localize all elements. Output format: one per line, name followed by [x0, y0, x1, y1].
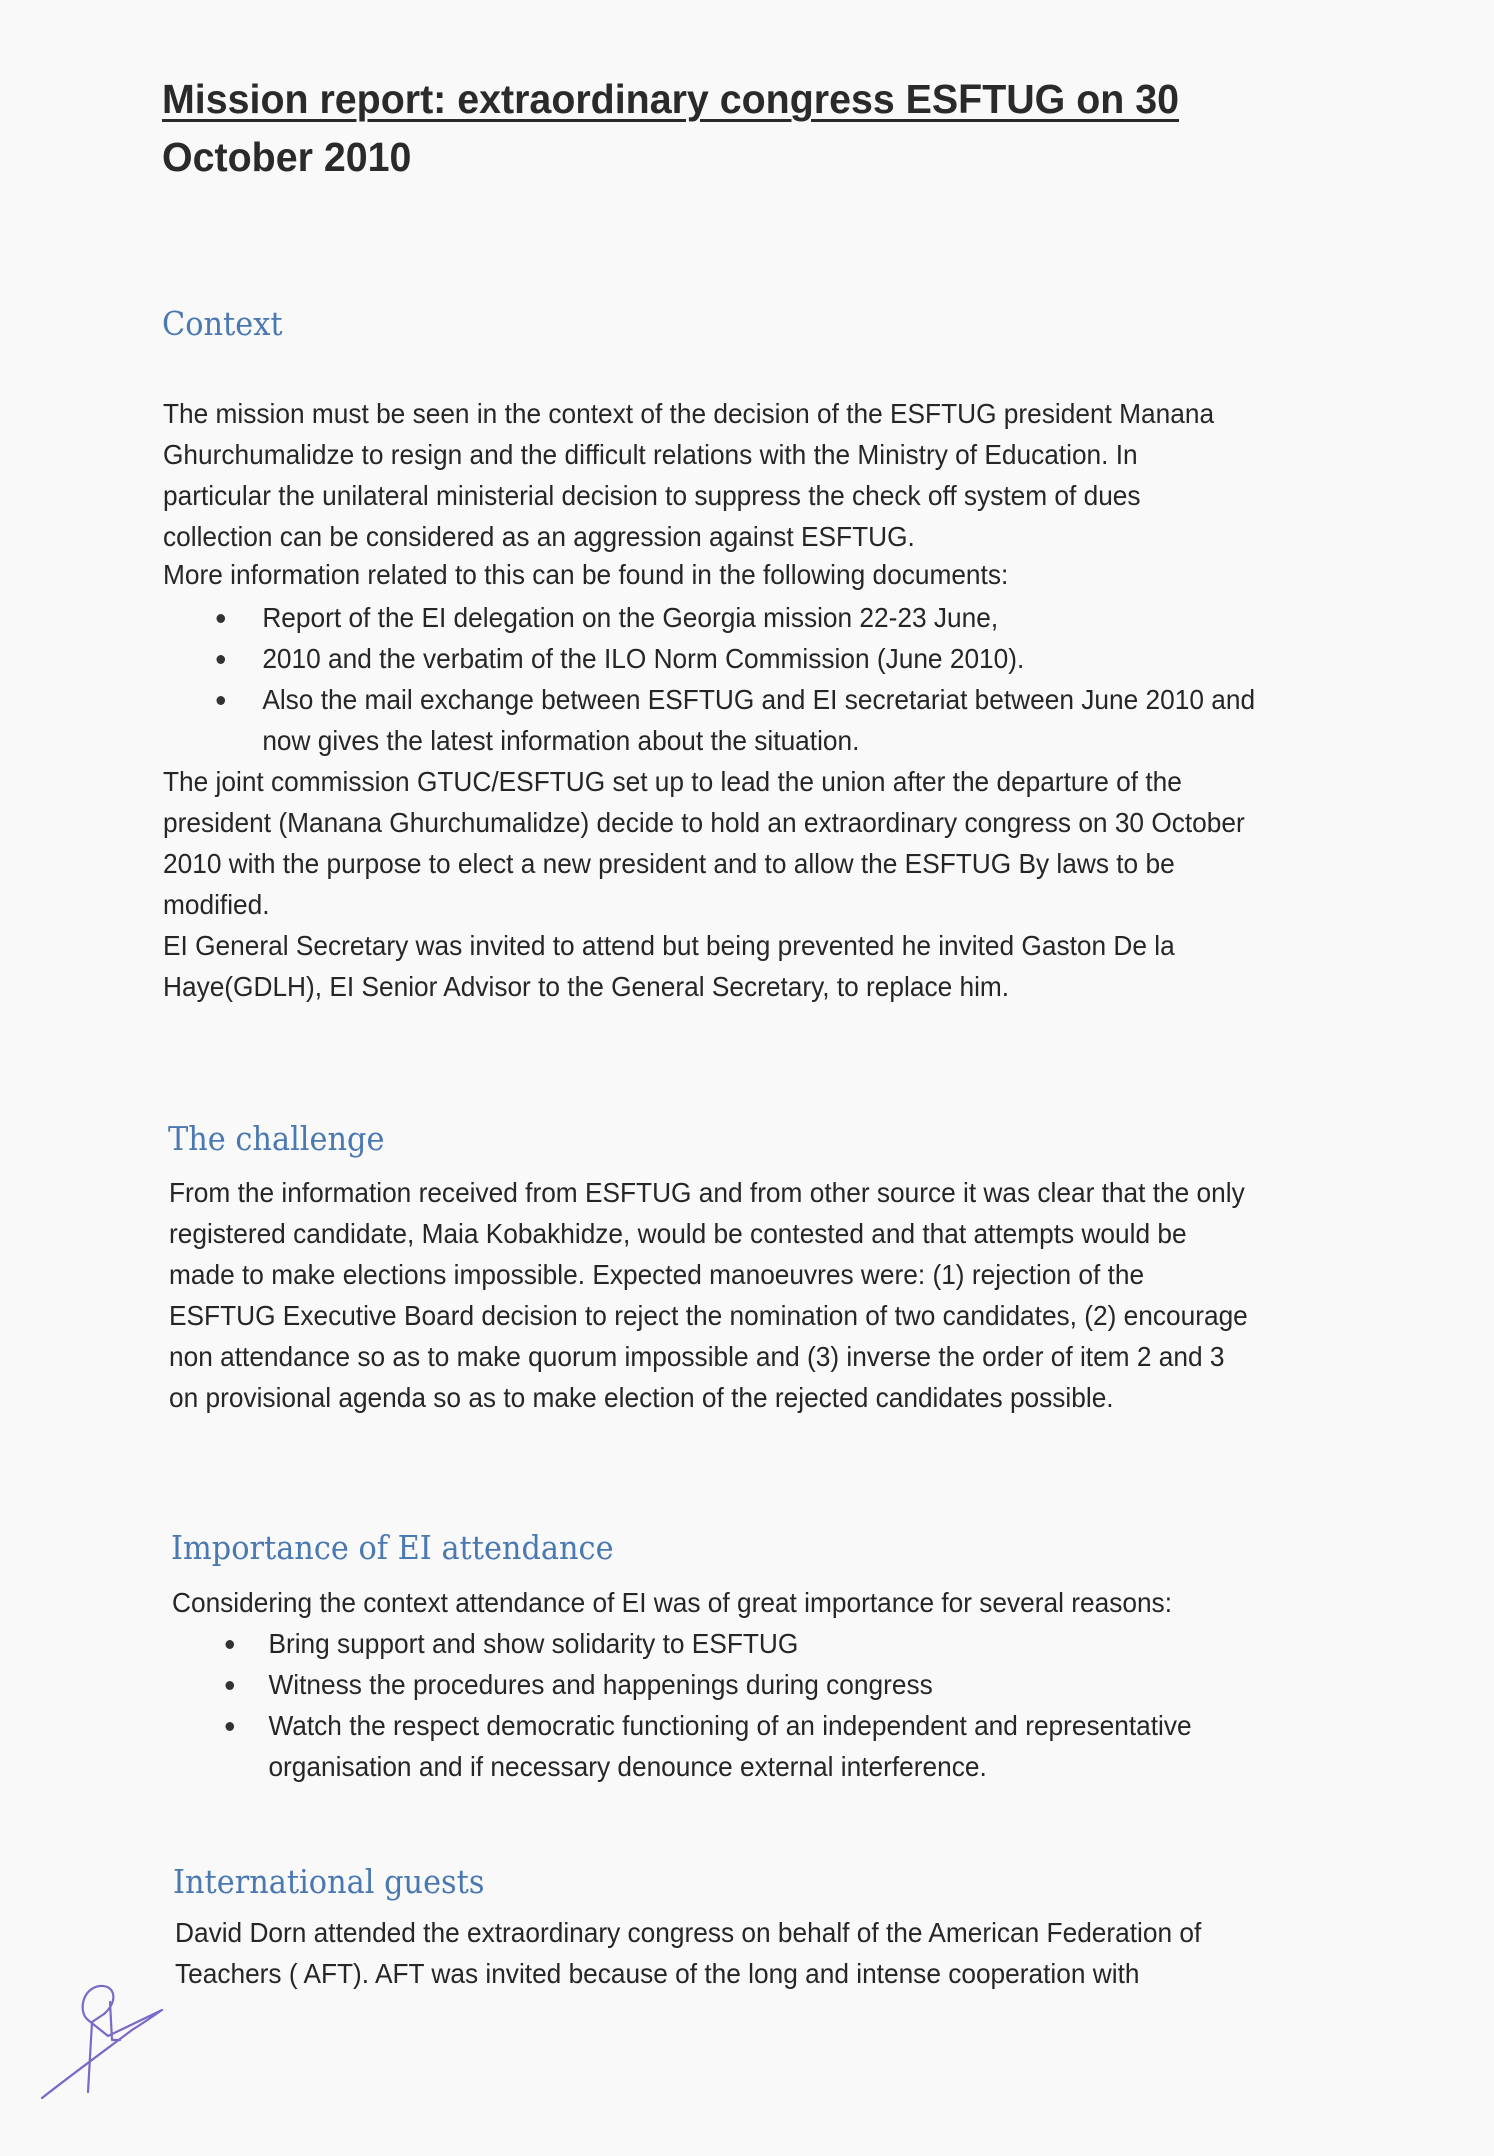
context-paragraph-2 [163, 761, 1245, 1007]
list-item: Bring support and show solidarity to ESFTUG [172, 1623, 1172, 1664]
title-line-2: October 2010 [162, 134, 412, 180]
bullet-icon [225, 1681, 234, 1690]
text-line: The mission must be seen in the context of the decision of the ESFTUG president Manana [163, 398, 1215, 429]
text-line: EI General Secretary was invited to attend but being prevented he invited Gaston De la [163, 930, 1175, 961]
bullet-icon [216, 614, 225, 623]
importance-paragraph [172, 1582, 1192, 1787]
bullet-icon [225, 1722, 234, 1731]
heading-importance: Importance of EI attendance [171, 1528, 614, 1567]
challenge-paragraph [169, 1172, 1248, 1418]
guests-paragraph [175, 1912, 1201, 1994]
handwritten-initials-icon [30, 1980, 180, 2110]
heading-context: Context [162, 304, 283, 343]
title-line-1: Mission report: extraordinary congress ESFTUG on 30 [162, 76, 1180, 122]
text-line: particular the unilateral ministerial decision to suppress the check off system of dues [163, 480, 1141, 511]
list-item: Watch the respect democratic functioning of an independent and representative [172, 1705, 1172, 1746]
context-paragraph [163, 393, 1214, 595]
text-line: modified. [163, 889, 270, 920]
text-line: The joint commission GTUC/ESFTUG set up to lead the union after the departure of the [163, 766, 1182, 797]
text-line: president (Manana Ghurchumalidze) decide to hold an extraordinary congress on 30 October [163, 807, 1245, 838]
text-line: made to make elections impossible. Expected manoeuvres were: (1) rejection of the [169, 1259, 1145, 1290]
list-item-continuation: organisation and if necessary denounce external interference. [268, 1751, 987, 1782]
text-line: From the information received from ESFTUG and from other source it was clear that the only [169, 1177, 1245, 1208]
text-line: non attendance so as to make quorum impossible and (3) inverse the order of item 2 and 3 [169, 1341, 1225, 1372]
text-line: Teachers ( AFT). AFT was invited because of the long and intense cooperation with [175, 1958, 1140, 1989]
text-line: 2010 with the purpose to elect a new president and to allow the ESFTUG By laws to be [163, 848, 1175, 879]
heading-international-guests: International guests [173, 1862, 485, 1901]
text-line: Considering the context attendance of EI was of great importance for several reasons: [172, 1587, 1172, 1618]
text-line: registered candidate, Maia Kobakhidze, would be contested and that attempts would be [169, 1218, 1187, 1249]
list-item: Witness the procedures and happenings during congress [172, 1664, 1172, 1705]
document-title [162, 70, 1362, 186]
heading-challenge: The challenge [168, 1119, 385, 1158]
bullet-icon [216, 655, 225, 664]
bullet-icon [225, 1640, 234, 1649]
text-line: Haye(GDLH), EI Senior Advisor to the General Secretary, to replace him. [163, 971, 1010, 1002]
text-line: collection can be considered as an aggression against ESFTUG. [163, 521, 915, 552]
text-line: on provisional agenda so as to make election of the rejected candidates possible. [169, 1382, 1114, 1413]
text-line: ESFTUG Executive Board decision to reject the nomination of two candidates, (2) encourage [169, 1300, 1248, 1331]
text-line: Ghurchumalidze to resign and the difficult relations with the Ministry of Education. In [163, 439, 1138, 470]
document-page: Mission report: extraordinary congress ESFTUG on 30 October 2010 Context The mission must be seen in the context of the decision of the ESFTUG president Manana Ghurchumalidze to resign and the difficult relations with the Ministry of Education. In particular the unilateral ministerial decision to suppress the check off system of dues collection can be considered as an aggression against ESFTUG. More information related to this can be found in the following documents: Report of the EI delegation on the Georgia mission 22-23 June, 2010 and the verbatim of the ILO Norm Commission (June 2010). Also the mail exchange between ESFTUG and EI secretariat between June 2010 and now gives the latest information about the situation. The joint commission GTUC/ESFTUG set up to lead the union after the departure of the president (Manana Ghurchumalidze) decide to hold an extraordinary congress on 30 October 2010 with the purpose to elect a new president and to allow the ESFTUG By laws to be modified. EI General Secretary was invited to attend but being prevented he invited Gaston De la Haye(GDLH), EI Senior Advisor to the General Secretary, to replace him. The challenge From the information received from ESFTUG and from other source it was clear that the only registered candidate, Maia Kobakhidze, would be contested and that attempts would be made to make elections impossible. Expected manoeuvres were: (1) rejection of the ESFTUG Executive Board decision to reject the nomination of two candidates, (2) encourage non attendance so as to make quorum impossible and (3) inverse the order of item 2 and 3 on provisional agenda so as to make election of the rejected candidates possible. Importance of EI attendance Considering the context attendance of EI was of great importance for several reasons: Bring support and show solidarity to ESFTUG Witness the procedures and happenings during congress Watch the respect democratic functioning of an independent and representative organisation and if necessary denounce external interference. International guests David Dorn attended the extraordinary congress on behalf of the American Federation of Teachers ( AFT). AFT was invited because of the long and intense cooperation with [0, 0, 1494, 2156]
text-line: David Dorn attended the extraordinary congress on behalf of the American Federation of [175, 1917, 1202, 1948]
bullet-icon [216, 696, 225, 705]
text-line: More information related to this can be found in the following documents: [163, 559, 1009, 590]
